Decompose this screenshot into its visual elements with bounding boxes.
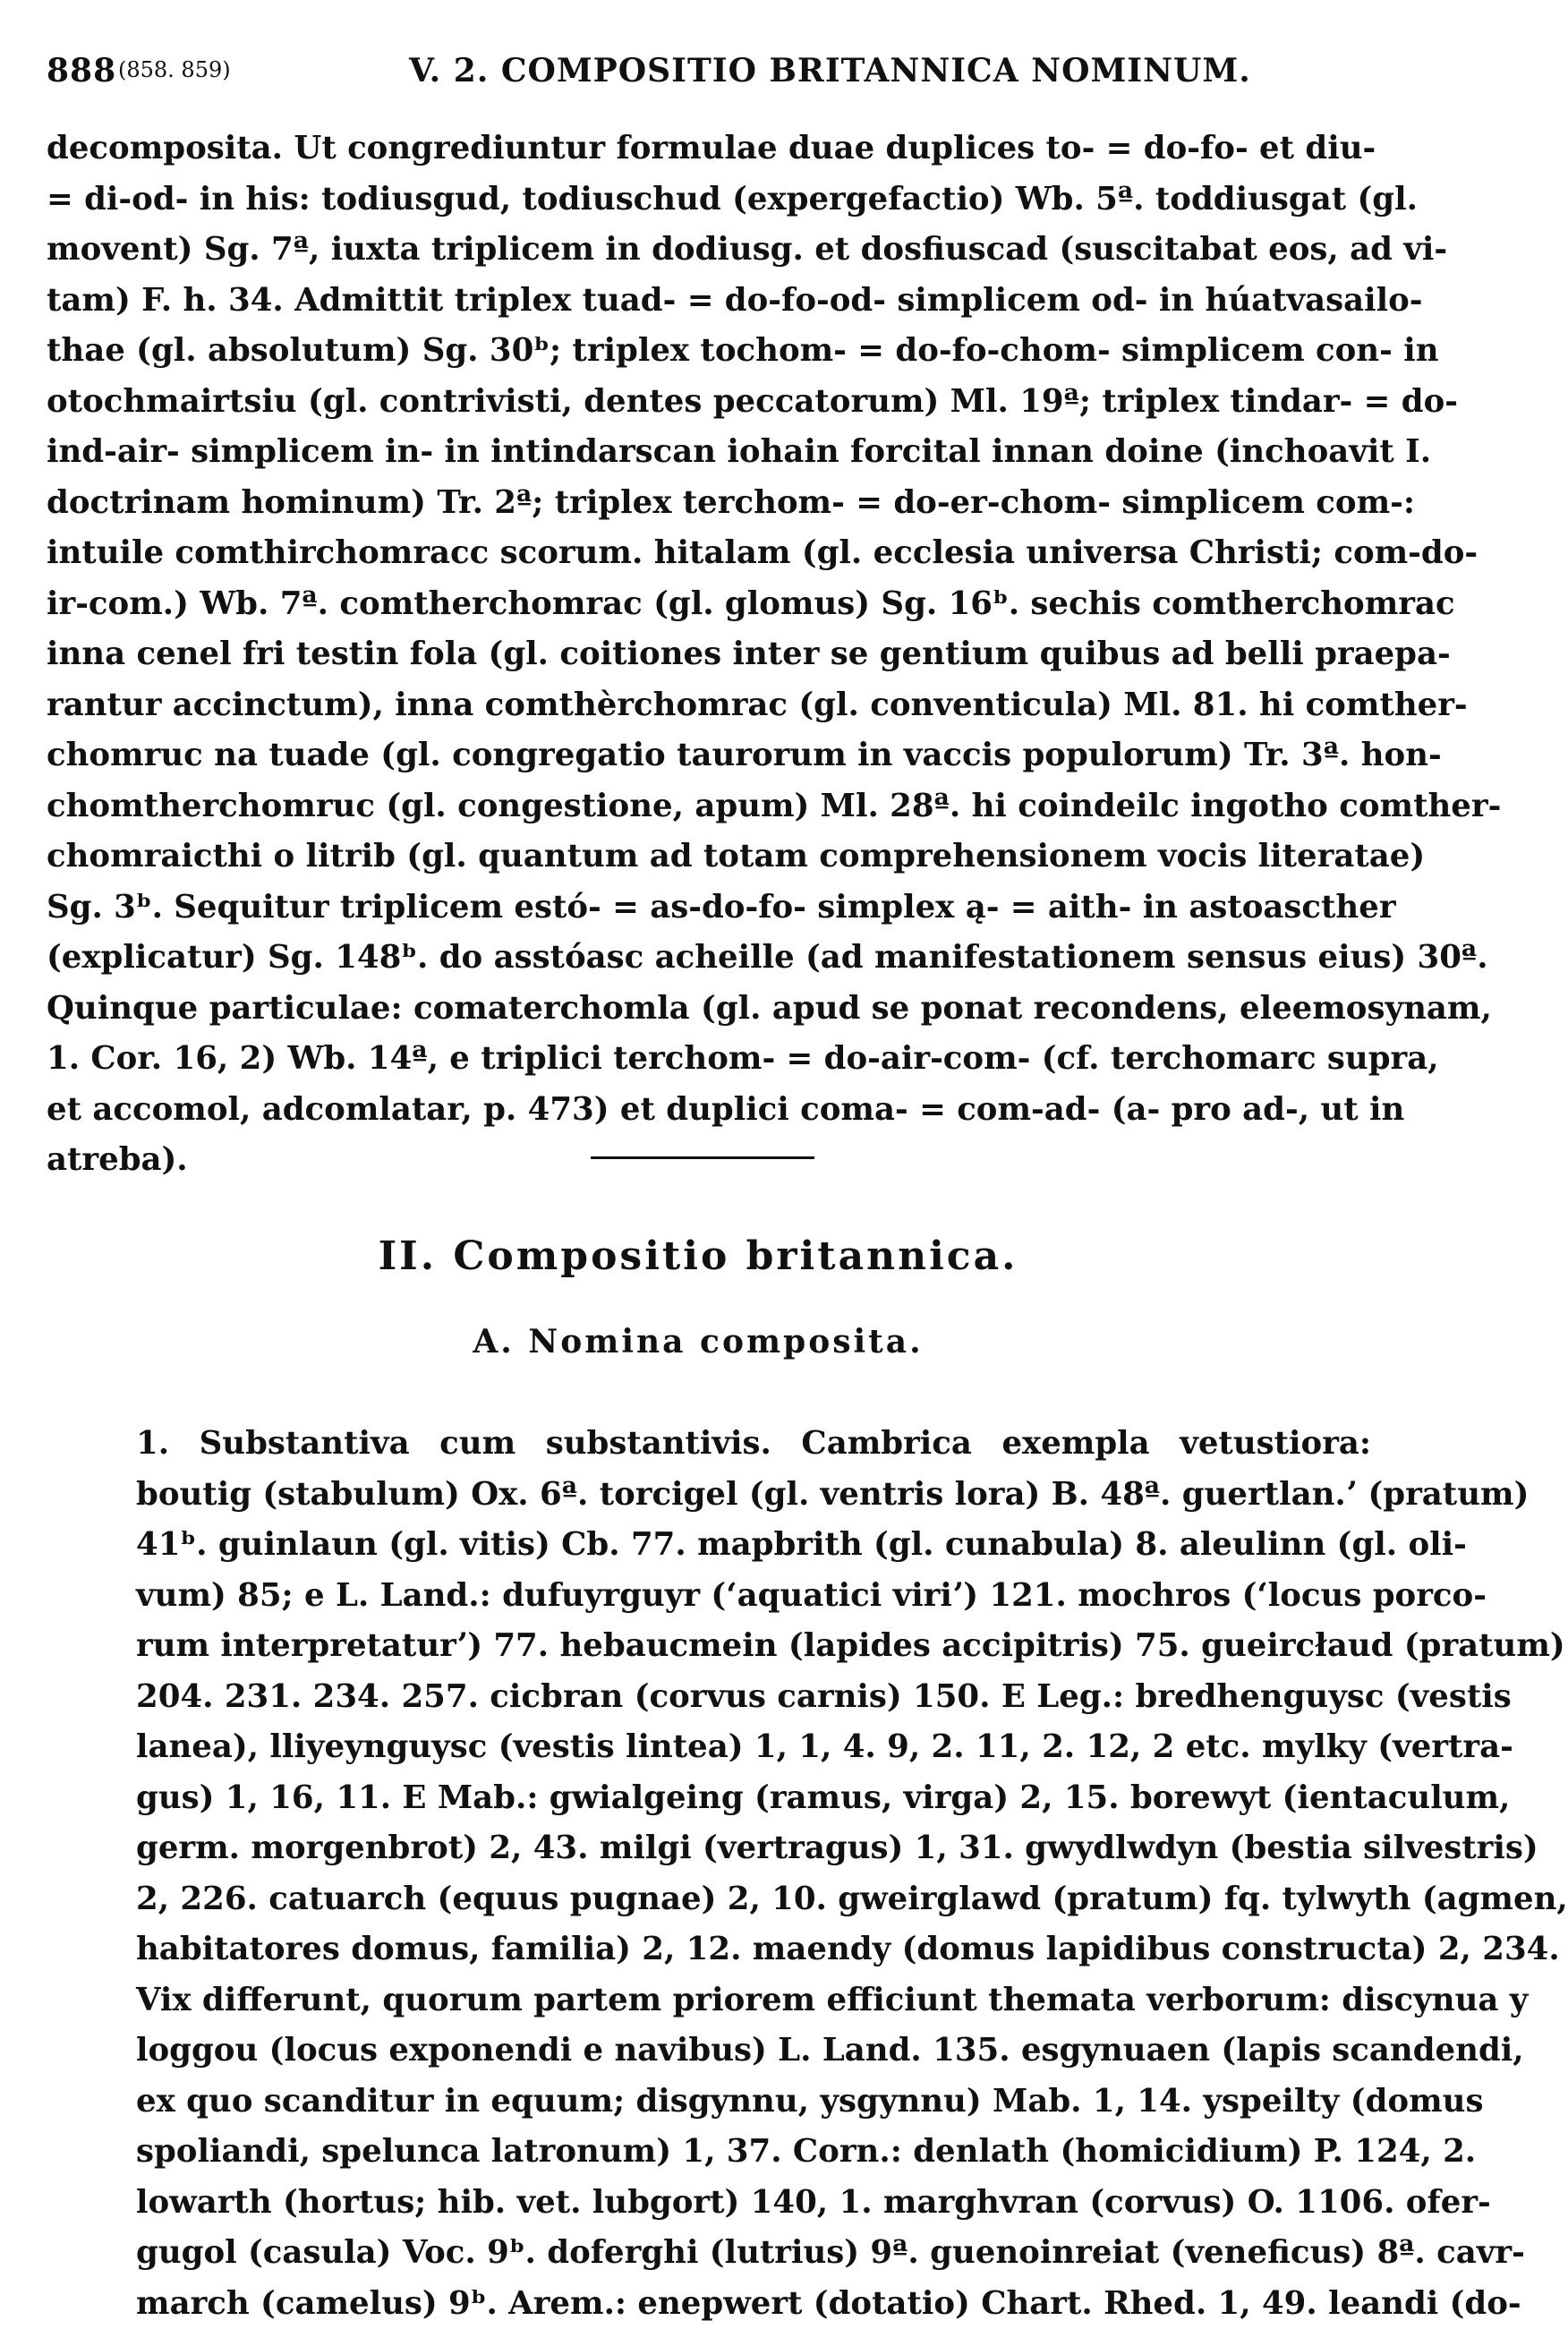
text-line: decomposita. Ut congrediuntur formulae duae duplices to- = do-fo- et diu- [47,124,1371,175]
text-line: march (camelus) 9ᵇ. Arem.: enepwert (dotatio) Chart. Rhed. 1, 49. leandi (do- [47,2279,1371,2329]
text-line: gus) 1, 16, 11. E Mab.: gwialgeing (ramus, virga) 2, 15. borewyt (ientaculum, [47,1773,1371,1824]
text-line: 41ᵇ. guinlaun (gl. vitis) Cb. 77. mapbrith (gl. cunabula) 8. aleulinn (gl. oli- [47,1520,1371,1571]
text-line: rantur accinctum), inna comthèrchomrac (gl. conventicula) Ml. 81. hi comther- [47,680,1371,731]
text-line: inna cenel fri testin fola (gl. coitiones inter se gentium quibus ad belli praepa- [47,629,1371,680]
text-line: lanea), lliyeynguysc (vestis lintea) 1, 1, 4. 9, 2. 11, 2. 12, 2 etc. mylky (vertra- [47,1722,1371,1773]
paragraph-substantiva [47,1419,1371,2329]
section-divider-rule [591,1156,814,1159]
text-line: chomruc na tuade (gl. congregatio taurorum in vaccis populorum) Tr. 3ª. hon- [47,730,1371,781]
text-line: Sg. 3ᵇ. Sequitur triplicem estó- = as-do-fo- simplex ą- = aith- in astoascther [47,883,1371,934]
text-line: Quinque particulae: comaterchomla (gl. apud se ponat recondens, eleemosynam, [47,984,1371,1035]
running-header [47,52,1371,106]
text-line: rum interpretaturʼ) 77. hebaucmein (lapides accipitris) 75. gueircłaud (pratum) [47,1621,1371,1672]
text-line: spoliandi, spelunca latronum) 1, 37. Corn.: denlath (homicidium) P. 124, 2. [47,2127,1371,2178]
text-line: = di-od- in his: todiusgud, todiuschud (expergefactio) Wb. 5ª. toddiusgat (gl. [47,175,1371,226]
subsection-title: A. Nomina composita. [0,1323,1396,1361]
text-line: boutig (stabulum) Ox. 6ª. torcigel (gl. ventris lora) B. 48ª. guertlan.ʼ (pratum) [47,1470,1371,1521]
text-line: tam) F. h. 34. Admittit triplex tuad- = do-fo-od- simplicem od- in húatvasailo- [47,276,1371,327]
text-line: 1. Substantiva cum substantivis. Cambrica exempla vetustiora: [47,1419,1371,1470]
section-title: II. Compositio britannica. [0,1233,1396,1279]
text-line: ir-com.) Wb. 7ª. comtherchomrac (gl. glomus) Sg. 16ᵇ. sechis comtherchomrac [47,579,1371,630]
text-line: movent) Sg. 7ª, iuxta triplicem in dodiusg. et dosfiuscad (suscitabat eos, ad vi- [47,225,1371,276]
text-line: chomtherchomruc (gl. congestione, apum) Ml. 28ª. hi coindeilc ingotho comther- [47,781,1371,832]
text-line: loggou (locus exponendi e navibus) L. Land. 135. esgynuaen (lapis scandendi, [47,2026,1371,2077]
text-line: intuile comthirchomracc scorum. hitalam (gl. ecclesia universa Christi; com-do- [47,528,1371,579]
text-line: gugol (casula) Voc. 9ᵇ. doferghi (lutrius) 9ª. guenoinreiat (veneficus) 8ª. cavr- [47,2228,1371,2279]
text-line: doctrinam hominum) Tr. 2ª; triplex terchom- = do-er-chom- simplicem com-: [47,478,1371,529]
text-line: ex quo scanditur in equum; disgynnu, ysgynnu) Mab. 1, 14. yspeilty (domus [47,2077,1371,2128]
text-line: thae (gl. absolutum) Sg. 30ᵇ; triplex tochom- = do-fo-chom- simplicem con- in [47,326,1371,377]
text-line: otochmairtsiu (gl. contrivisti, dentes peccatorum) Ml. 19ª; triplex tindar- = do- [47,377,1371,428]
text-line: germ. morgenbrot) 2, 43. milgi (vertragus) 1, 31. gwydlwdyn (bestia silvestris) [47,1823,1371,1874]
text-line: 2, 226. catuarch (equus pugnae) 2, 10. gweirglawd (pratum) fq. tylwyth (agmen, [47,1874,1371,1925]
running-title: V. 2. COMPOSITIO BRITANNICA NOMINUM. [409,52,1251,90]
paragraph-old-irish-composition [47,124,1371,1186]
text-line: (explicatur) Sg. 148ᵇ. do asstóasc acheille (ad manifestationem sensus eius) 30ª. [47,933,1371,984]
text-line: atreba). [47,1135,1371,1186]
text-line: 1. Cor. 16, 2) Wb. 14ª, e triplici terchom- = do-air-com- (cf. terchomarc supra, [47,1034,1371,1085]
text-line: vum) 85; e L. Land.: dufuyrguyr (ʻaquatici viriʼ) 121. mochros (ʻlocus porco- [47,1571,1371,1622]
sub-page-numbers: (858. 859) [118,57,231,82]
text-line: et accomol, adcomlatar, p. 473) et duplici coma- = com-ad- (a- pro ad-, ut in [47,1085,1371,1136]
text-line: ind-air- simplicem in- in intindarscan iohain forcital innan doine (inchoavit I. [47,427,1371,478]
text-line: Vix differunt, quorum partem priorem efficiunt themata verborum: discynua y [47,1975,1371,2026]
text-line: lowarth (hortus; hib. vet. lubgort) 140, 1. marghvran (corvus) O. 1106. ofer- [47,2178,1371,2229]
page-number: 888 [47,52,116,90]
text-line: chomraicthi o litrib (gl. quantum ad totam comprehensionem vocis literatae) [47,832,1371,883]
text-line: habitatores domus, familia) 2, 12. maendy (domus lapidibus constructa) 2, 234. [47,1924,1371,1975]
text-line: 204. 231. 234. 257. cicbran (corvus carnis) 150. E Leg.: bredhenguysc (vestis [47,1672,1371,1723]
